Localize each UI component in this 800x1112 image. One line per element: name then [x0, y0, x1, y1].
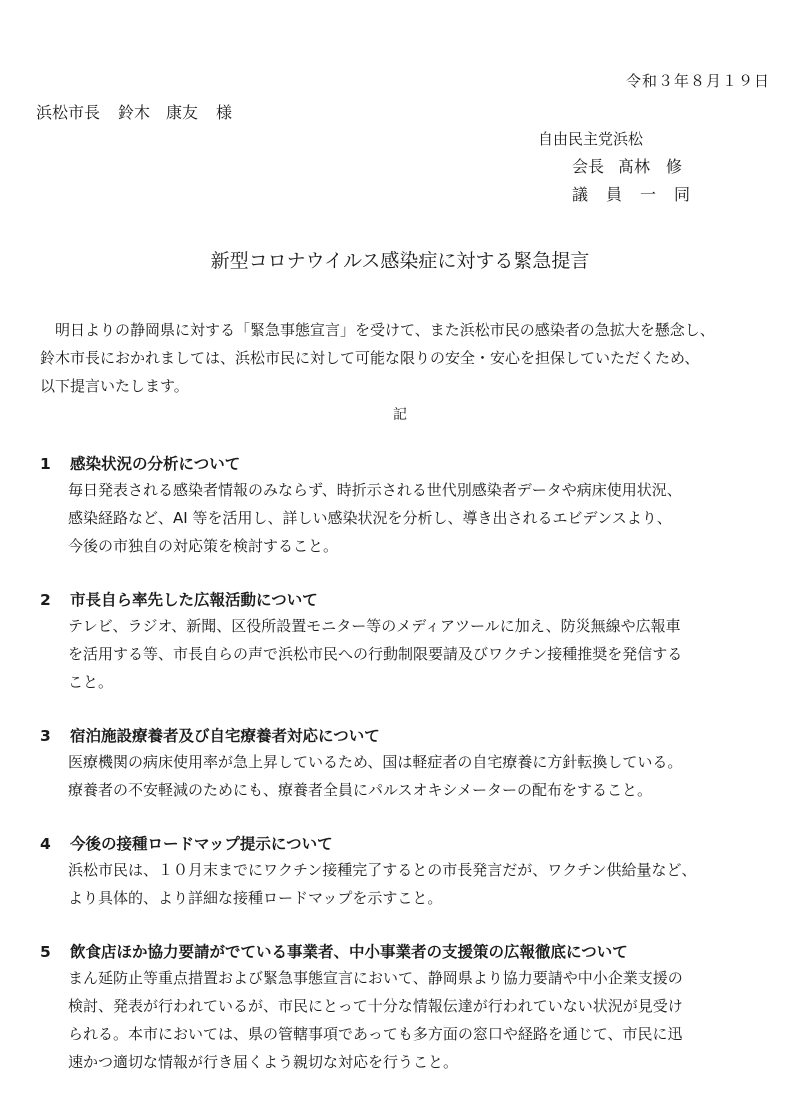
- section-line: を活用する等、市長自らの声で浜松市民への行動制限要請及びワクチン接種推奨を発信する: [68, 645, 683, 663]
- section-heading-text: 市長自ら率先した広報活動について: [70, 591, 318, 609]
- proposal-section-4: [40, 832, 780, 912]
- section-body: [68, 612, 780, 696]
- section-body: [68, 856, 780, 912]
- section-body: [68, 748, 780, 804]
- document-date: 令和３年８月１９日: [625, 72, 770, 90]
- section-body: [68, 476, 780, 560]
- section-line: られる。本市においては、県の管轄事項であっても多方面の窓口や経路を通じて、市民に迅: [68, 1025, 683, 1043]
- section-number: 3: [40, 727, 51, 745]
- section-body: [68, 964, 780, 1076]
- addressee-honorific: 様: [216, 103, 233, 122]
- intro-line: 明日よりの静岡県に対する「緊急事態宣言」を受けて、また浜松市民の感染者の急拡大を懸念し、: [55, 321, 715, 339]
- section-heading-text: 今後の接種ロードマップ提示について: [70, 835, 333, 853]
- sender-members: 議員一同: [572, 185, 709, 204]
- section-heading: [40, 452, 780, 476]
- section-heading: [40, 940, 780, 964]
- sender-chair-title: 会長: [572, 157, 605, 176]
- ki-marker: 記: [393, 407, 407, 423]
- proposal-section-3: [40, 724, 780, 804]
- section-line: より具体的、より詳細な接種ロードマップを示すこと。: [68, 889, 443, 907]
- section-line: テレビ、ラジオ、新聞、区役所設置モニター等のメディアツールに加え、防災無線や広報車: [68, 617, 681, 635]
- proposal-section-1: [40, 452, 780, 560]
- proposal-section-2: [40, 588, 780, 696]
- section-line: 検討、発表が行われているが、市民にとって十分な情報伝達が行われていない状況が見受け: [68, 997, 683, 1015]
- section-heading-text: 宿泊施設療養者及び自宅療養者対応について: [70, 727, 380, 745]
- section-number: 2: [40, 591, 51, 609]
- sender-chair-name: 髙林 修: [618, 157, 683, 176]
- section-line: 療養者の不安軽減のためにも、療養者全員にパルスオキシメーターの配布をすること。: [68, 781, 652, 799]
- section-line: まん延防止等重点措置および緊急事態宣言において、静岡県より協力要請や中小企業支援の: [68, 969, 683, 987]
- addressee-title: 浜松市長: [36, 103, 101, 122]
- sender-chair: [572, 154, 696, 177]
- section-heading: [40, 832, 780, 856]
- section-line: 浜松市民は、１０月末までにワクチン接種完了するとの市長発言だが、ワクチン供給量など、: [68, 861, 697, 879]
- sender-org: 自由民主党浜松: [538, 130, 644, 148]
- section-line: 速かつ適切な情報が行き届くよう親切な対応を行うこと。: [68, 1053, 459, 1071]
- document-title: 新型コロナウイルス感染症に対する緊急提言: [210, 250, 590, 272]
- section-heading: [40, 588, 780, 612]
- section-heading: [40, 724, 780, 748]
- addressee-name: 鈴木 康友: [118, 103, 199, 122]
- intro-line: 以下提言いたします。: [40, 377, 189, 395]
- addressee: [36, 100, 250, 123]
- section-line: 感染経路など、AI 等を活用し、詳しい感染状況を分析し、導き出されるエビデンスより、: [68, 509, 672, 527]
- section-line: 今後の市独自の対応策を検討すること。: [68, 537, 339, 555]
- section-heading-text: 飲食店ほか協力要請がでている事業者、中小事業者の支援策の広報徹底について: [70, 943, 628, 961]
- section-number: 1: [40, 455, 51, 473]
- section-line: 毎日発表される感染者情報のみならず、時折示される世代別感染者データや病床使用状況、: [68, 481, 682, 499]
- section-line: こと。: [68, 673, 114, 691]
- section-heading-text: 感染状況の分析について: [70, 455, 241, 473]
- section-number: 4: [40, 835, 51, 853]
- intro-paragraph: [40, 316, 780, 400]
- section-number: 5: [40, 943, 51, 961]
- proposal-section-5: [40, 940, 780, 1076]
- intro-line: 鈴木市長におかれましては、浜松市民に対して可能な限りの安全・安心を担保していただくため、: [40, 349, 700, 367]
- section-line: 医療機関の病床使用率が急上昇しているため、国は軽症者の自宅療養に方針転換している。: [68, 753, 683, 771]
